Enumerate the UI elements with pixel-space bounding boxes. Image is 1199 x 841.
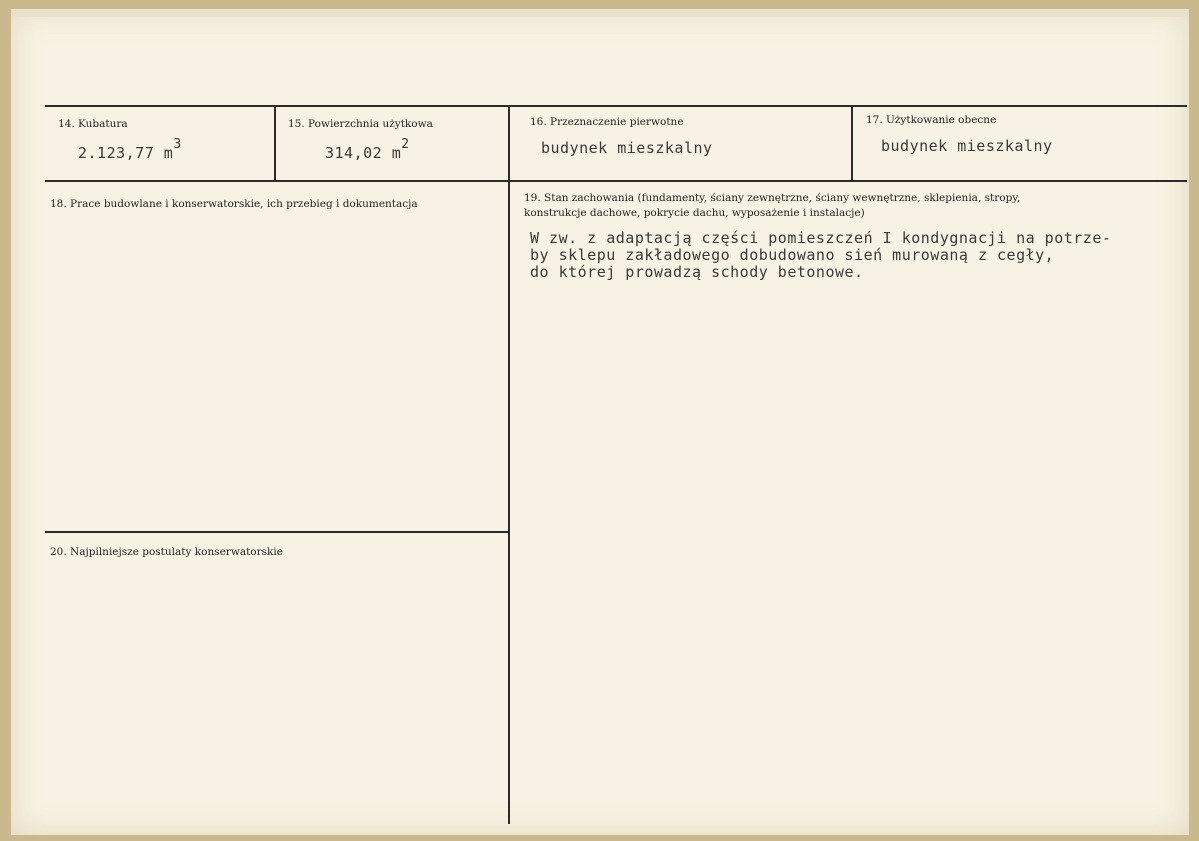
field-19-label-line1: 19. Stan zachowania (fundamenty, ściany zewnętrzne, ściany wewnętrzne, sklepienia, stropy, <box>524 192 1021 204</box>
field-16-value: budynek mieszkalny <box>541 139 713 157</box>
left-column-divider <box>45 531 509 533</box>
field-19-text-line2: by sklepu zakładowego dobudowano sień murowaną z cegły, <box>530 246 1055 264</box>
field-14-unit-exponent: 3 <box>173 137 182 152</box>
field-15-label: 15. Powierzchnia użytkowa <box>288 118 433 130</box>
field-16-label: 16. Przeznaczenie pierwotne <box>530 116 684 128</box>
table-top-border <box>45 105 1187 107</box>
column-divider-2 <box>508 106 510 824</box>
top-edge-strip <box>11 9 1189 17</box>
field-17-value: budynek mieszkalny <box>881 137 1053 155</box>
column-divider-1 <box>274 106 276 181</box>
field-15-unit-exponent: 2 <box>401 137 410 152</box>
field-17-label: 17. Użytkowanie obecne <box>866 114 997 126</box>
field-14-number: 2.123,77 m <box>78 144 174 162</box>
field-19-text-line3: do której prowadzą schody betonowe. <box>530 263 864 281</box>
field-20-label: 20. Najpilniejsze postulaty konserwatorskie <box>50 546 283 558</box>
field-14-value <box>78 137 182 162</box>
field-19-text-line1: W zw. z adaptacją części pomieszczeń I kondygnacji na potrze- <box>530 229 1112 247</box>
field-19-label-line2: konstrukcje dachowe, pokrycie dachu, wyposażenie i instalacje) <box>524 207 865 219</box>
field-14-label: 14. Kubatura <box>58 118 128 130</box>
row-divider <box>45 180 1187 182</box>
column-divider-3 <box>851 106 853 181</box>
document-sheet <box>11 9 1189 835</box>
field-15-number: 314,02 m <box>325 144 402 162</box>
field-15-value <box>325 137 410 162</box>
field-18-label: 18. Prace budowlane i konserwatorskie, ich przebieg i dokumentacja <box>50 198 418 210</box>
